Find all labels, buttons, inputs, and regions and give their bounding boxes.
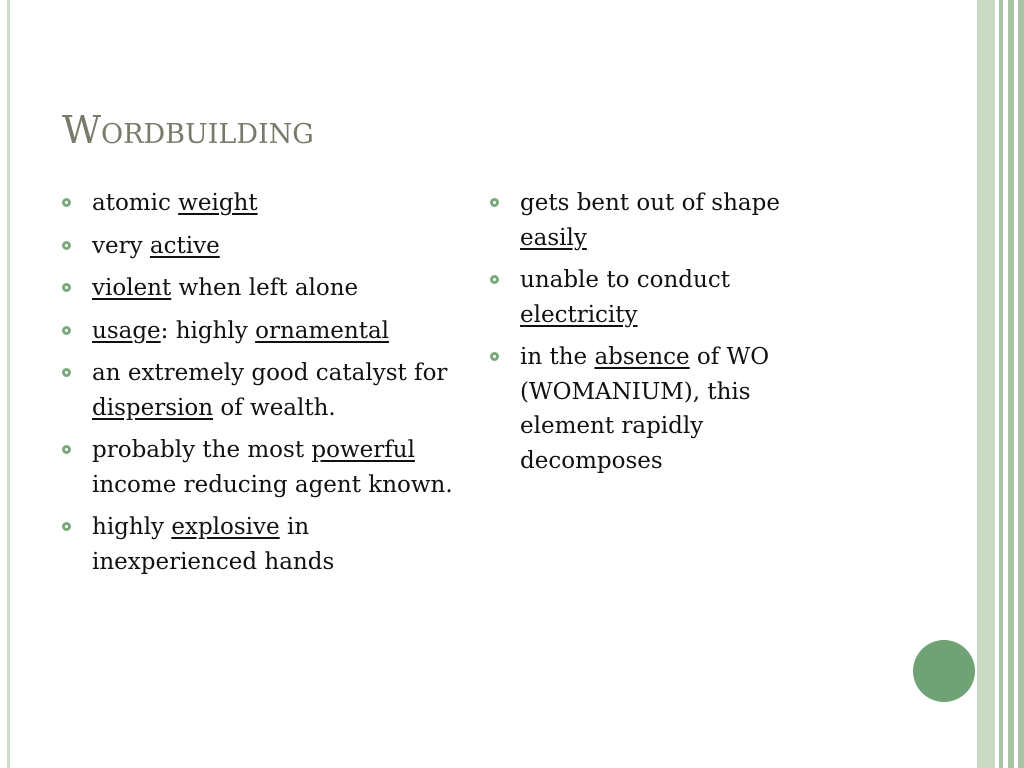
bullet-text: atomic bbox=[92, 190, 179, 216]
bullet-ring-icon bbox=[62, 198, 71, 207]
underlined-term: electricity bbox=[520, 301, 638, 328]
left-decorative-rule bbox=[7, 0, 10, 768]
bullet-text: unable to conduct bbox=[520, 267, 730, 293]
bullet-text: : highly bbox=[160, 317, 256, 344]
underlined-term: violent bbox=[92, 275, 172, 301]
bullet-ring-icon bbox=[62, 445, 71, 454]
right-bullet-list bbox=[490, 186, 825, 486]
decorative-green-circle bbox=[913, 640, 975, 702]
bullet-text: of wealth. bbox=[213, 394, 336, 421]
underlined-term: easily bbox=[520, 224, 587, 251]
stripe bbox=[1018, 0, 1024, 768]
right-decorative-stripes bbox=[977, 0, 1024, 768]
underlined-term: usage bbox=[92, 317, 161, 344]
bullet-text: gets bent out of shape bbox=[520, 190, 780, 216]
stripe bbox=[977, 0, 995, 768]
bullet-item bbox=[490, 186, 825, 255]
bullet-text: probably the most bbox=[92, 437, 312, 463]
bullet-ring-icon bbox=[490, 275, 499, 284]
bullet-item bbox=[62, 314, 454, 349]
underlined-term: ornamental bbox=[255, 317, 390, 344]
bullet-ring-icon bbox=[62, 241, 71, 250]
slide-title: Wordbuilding bbox=[62, 108, 314, 152]
bullet-item bbox=[62, 356, 454, 425]
bullet-ring-icon bbox=[490, 352, 499, 361]
underlined-term: explosive bbox=[171, 514, 280, 540]
bullet-text: an extremely good catalyst for bbox=[92, 360, 448, 386]
bullet-text: very bbox=[92, 232, 150, 259]
bullet-text: in the bbox=[520, 344, 595, 370]
left-bullet-list bbox=[62, 186, 454, 587]
bullet-text: in inexperienced hands bbox=[92, 514, 335, 575]
bullet-text: income reducing agent known. bbox=[92, 471, 453, 498]
underlined-term: dispersion bbox=[92, 394, 214, 421]
bullet-text: of WO (WOMANIUM), this element rapidly decomposes bbox=[520, 344, 770, 474]
bullet-item bbox=[62, 271, 454, 306]
bullet-item bbox=[62, 510, 454, 579]
bullet-text: highly bbox=[92, 514, 172, 540]
bullet-ring-icon bbox=[490, 198, 499, 207]
underlined-term: powerful bbox=[311, 437, 415, 463]
bullet-text: when left alone bbox=[171, 275, 359, 301]
bullet-item bbox=[490, 340, 825, 478]
bullet-ring-icon bbox=[62, 283, 71, 292]
underlined-term: absence bbox=[594, 344, 690, 370]
bullet-ring-icon bbox=[62, 368, 71, 377]
underlined-term: weight bbox=[178, 190, 258, 216]
bullet-item bbox=[490, 263, 825, 332]
bullet-ring-icon bbox=[62, 326, 71, 335]
bullet-item bbox=[62, 433, 454, 502]
underlined-term: active bbox=[149, 232, 220, 259]
bullet-ring-icon bbox=[62, 522, 71, 531]
bullet-item bbox=[62, 186, 454, 221]
bullet-item bbox=[62, 229, 454, 264]
